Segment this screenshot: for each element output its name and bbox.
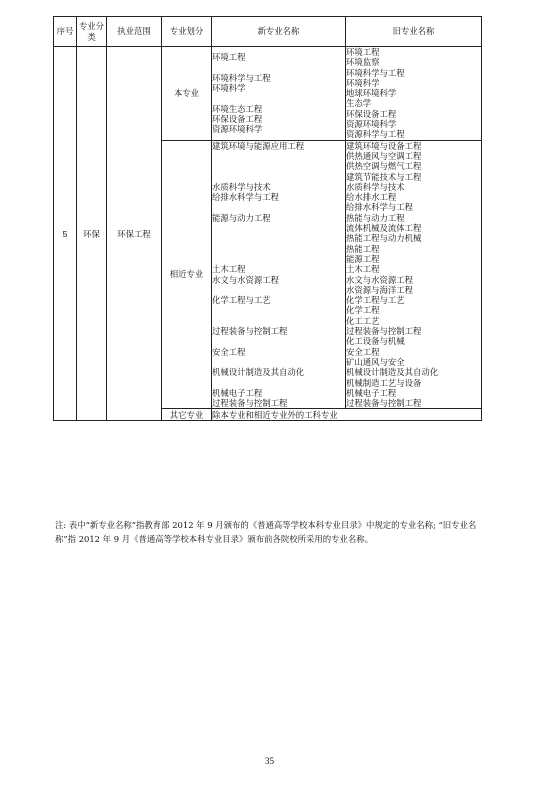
major-name: 环境科学 — [212, 83, 246, 94]
major-name: 资源环境科学 — [346, 119, 397, 130]
header-scope: 执业范围 — [107, 17, 162, 47]
major-name: 环境生态工程 — [212, 103, 263, 114]
spacer-line — [212, 305, 345, 315]
division-other: 其它专业 — [162, 409, 212, 421]
major-name: 环境科学与工程 — [212, 72, 271, 83]
major-name: 过程装备与控制工程 — [212, 398, 288, 409]
major-name: 水质科学与技术 — [346, 181, 405, 192]
major-name: 资源环境科学 — [212, 124, 263, 135]
major-name: 矿山通风与安全 — [346, 356, 405, 367]
major-name: 机械设计制造及其自动化 — [212, 367, 305, 378]
major-name: 环保设备工程 — [212, 113, 263, 124]
major-name: 环境工程 — [346, 47, 380, 57]
major-name: 化学工程与工艺 — [346, 295, 405, 306]
major-name: 环境监察 — [346, 57, 380, 68]
header-row — [54, 17, 482, 47]
spacer-line — [212, 62, 345, 72]
major-name: 机械电子工程 — [212, 387, 263, 398]
spacer-line — [212, 244, 345, 254]
major-name: 能源工程 — [346, 253, 380, 264]
header-category: 专业分类 — [77, 17, 107, 47]
own-old-list — [346, 47, 482, 141]
major-name: 化工工艺 — [346, 315, 380, 326]
related-new-list — [212, 140, 346, 409]
header-division: 专业划分 — [162, 17, 212, 47]
major-name: 地球环境科学 — [346, 88, 397, 99]
major-name: 环境科学 — [346, 77, 380, 88]
major-name: 建筑环境与能源应用工程 — [212, 140, 305, 151]
major-name: 机械制造工艺与设备 — [346, 377, 422, 388]
header-seq: 序号 — [54, 17, 77, 47]
major-name: 建筑节能技术与工程 — [346, 171, 422, 182]
table-note: 注: 表中“新专业名称”指教育部 2012 年 9 月颁布的《普通高等学校本科专业目录》中规定的专业名称; “旧专业名称”指 2012 年 9 月《普通高等学校本科专业目录》颁布前各院校所采用的专业名称。 — [55, 520, 477, 544]
spacer-line — [212, 378, 345, 388]
major-name: 给水排水工程 — [346, 192, 397, 203]
major-name: 土木工程 — [212, 264, 246, 275]
division-related: 相近专业 — [162, 140, 212, 409]
major-name: 热能工程与动力机械 — [346, 233, 422, 244]
major-name: 供热通风与空调工程 — [346, 150, 422, 161]
category-cell: 环保 — [77, 47, 107, 421]
header-new-name: 新专业名称 — [212, 17, 346, 47]
related-old-list — [346, 140, 482, 409]
spacer-line — [212, 223, 345, 233]
table-row — [54, 47, 482, 141]
header-old-name: 旧专业名称 — [346, 17, 482, 47]
seq-cell: 5 — [54, 47, 77, 421]
major-name: 化工设备与机械 — [346, 336, 405, 347]
major-name: 安全工程 — [346, 346, 380, 357]
major-table — [53, 16, 482, 421]
major-name: 给排水科学与工程 — [212, 192, 279, 203]
major-name: 水文与水资源工程 — [346, 274, 413, 285]
spacer-line — [212, 233, 345, 243]
spacer-line — [212, 151, 345, 161]
spacer-line — [212, 172, 345, 182]
major-name: 资源科学与工程 — [346, 129, 405, 140]
other-text: 除本专业和相近专业外的工科专业 — [212, 409, 482, 421]
major-name: 化学工程 — [346, 305, 380, 316]
major-name: 水资源与海洋工程 — [346, 284, 413, 295]
major-name: 流体机械及流体工程 — [346, 223, 422, 234]
major-name: 建筑环境与设备工程 — [346, 140, 422, 151]
spacer-line — [212, 285, 345, 295]
major-name: 环保设备工程 — [346, 108, 397, 119]
major-name: 过程装备与控制工程 — [346, 326, 422, 337]
major-name: 过程装备与控制工程 — [346, 398, 422, 409]
major-name: 机械电子工程 — [346, 387, 397, 398]
spacer-line — [212, 336, 345, 346]
major-name: 机械设计制造及其自动化 — [346, 367, 439, 378]
spacer-line — [212, 357, 345, 367]
major-name: 给排水科学与工程 — [346, 202, 413, 213]
major-name: 能源与动力工程 — [212, 212, 271, 223]
major-name: 环境工程 — [212, 52, 246, 63]
major-name: 热能工程 — [346, 243, 380, 254]
major-name: 热能与动力工程 — [346, 212, 405, 223]
major-name: 安全工程 — [212, 346, 246, 357]
spacer-line — [212, 93, 345, 103]
page-number: 35 — [265, 756, 274, 766]
major-name: 水质科学与技术 — [212, 181, 271, 192]
spacer-line — [212, 254, 345, 264]
major-name: 化学工程与工艺 — [212, 295, 271, 306]
spacer-line — [212, 161, 345, 171]
own-new-list — [212, 47, 346, 141]
division-own: 本专业 — [162, 47, 212, 141]
major-name: 过程装备与控制工程 — [212, 326, 288, 337]
major-name: 生态学 — [346, 98, 372, 109]
spacer-line — [212, 316, 345, 326]
major-name: 供热空调与燃气工程 — [346, 161, 422, 172]
major-name: 水文与水资源工程 — [212, 274, 279, 285]
spacer-line — [212, 202, 345, 212]
major-name: 土木工程 — [346, 264, 380, 275]
scope-cell: 环保工程 — [107, 47, 162, 421]
major-name: 环境科学与工程 — [346, 67, 405, 78]
